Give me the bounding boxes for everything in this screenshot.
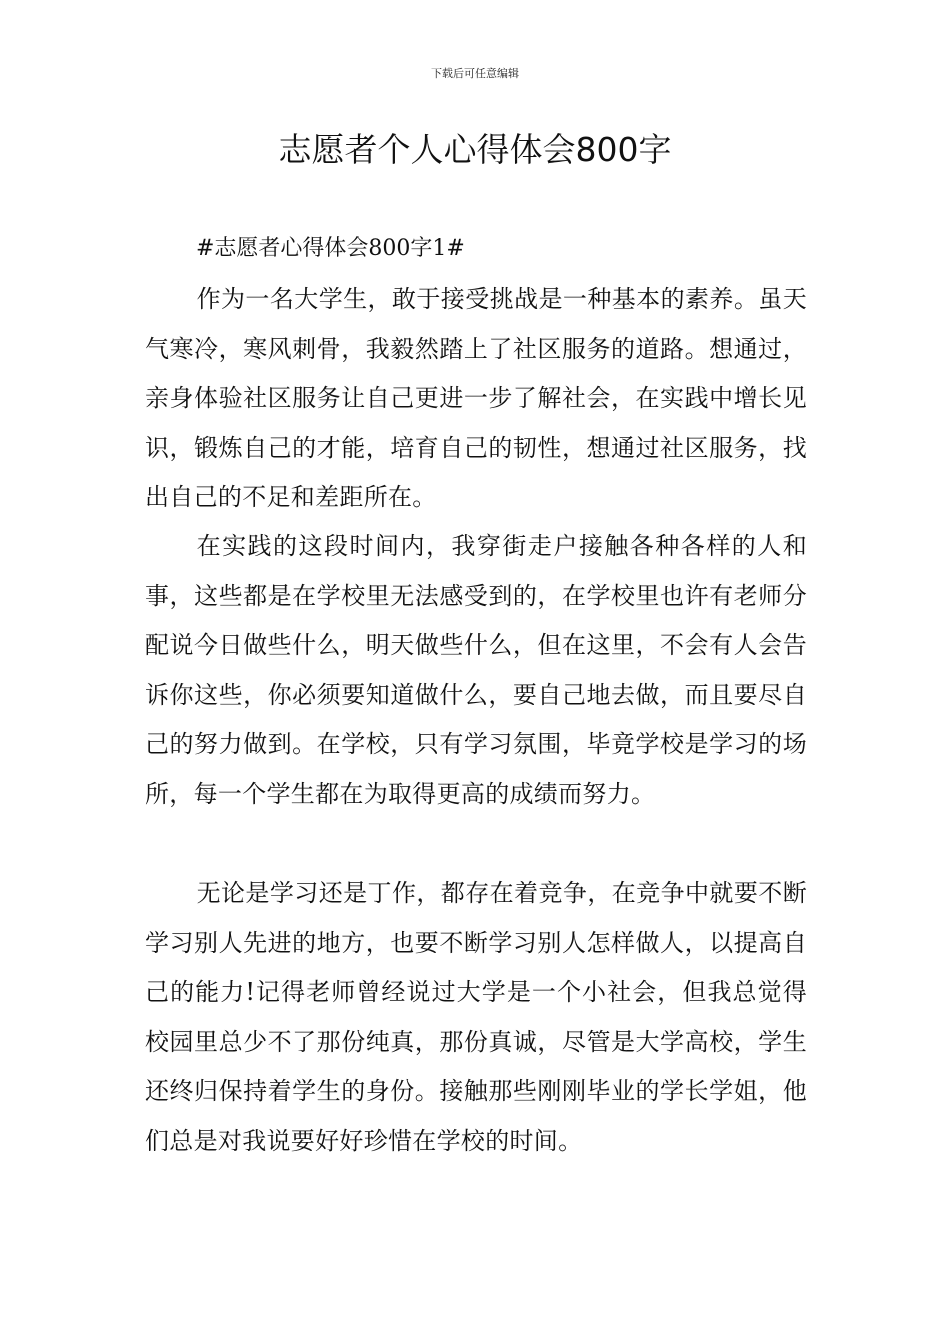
- paragraph-3-block: [145, 869, 807, 1167]
- paragraph-1: 作为一名大学生，敢于接受挑战是一种基本的素养。虽天气寒冷，寒风刺骨，我毅然踏上了社区服务的道路。想通过，亲身体验社区服务让自己更进一步了解社会，在实践中增长见识，锻炼自己的才能，培育自己的韧性，想通过社区服务，找出自己的不足和差距所在。: [145, 285, 807, 512]
- paragraph-1-block: [145, 275, 807, 523]
- paragraph-2: 在实践的这段时间内，我穿街走户接触各种各样的人和事，这些都是在学校里无法感受到的，在学校里也许有老师分配说今日做些什么，明天做些什么，但在这里，不会有人会告诉你这些，你必须要知道做什么，要自己地去做，而且要尽自己的努力做到。在学校，只有学习氛围，毕竟学校是学习的场所，每一个学生都在为取得更高的成绩而努力。: [145, 532, 807, 808]
- section-heading: #志愿者心得体会800字1#: [196, 236, 465, 261]
- paragraph-2-block: [145, 522, 807, 820]
- header-note: 下载后可任意编辑: [431, 67, 519, 80]
- paragraph-3: 无论是学习还是丁作，都存在着竞争，在竞争中就要不断学习别人先进的地方，也要不断学习别人怎样做人，以提高自己的能力!记得老师曾经说过大学是一个小社会，但我总觉得校园里总少不了那份纯真，那份真诚，尽管是大学高校，学生还终归保持着学生的身份。接触那些刚刚毕业的学长学姐，他们总是对我说要好好珍惜在学校的时间。: [145, 879, 807, 1155]
- document-title: 志愿者个人心得体会800字: [278, 130, 672, 169]
